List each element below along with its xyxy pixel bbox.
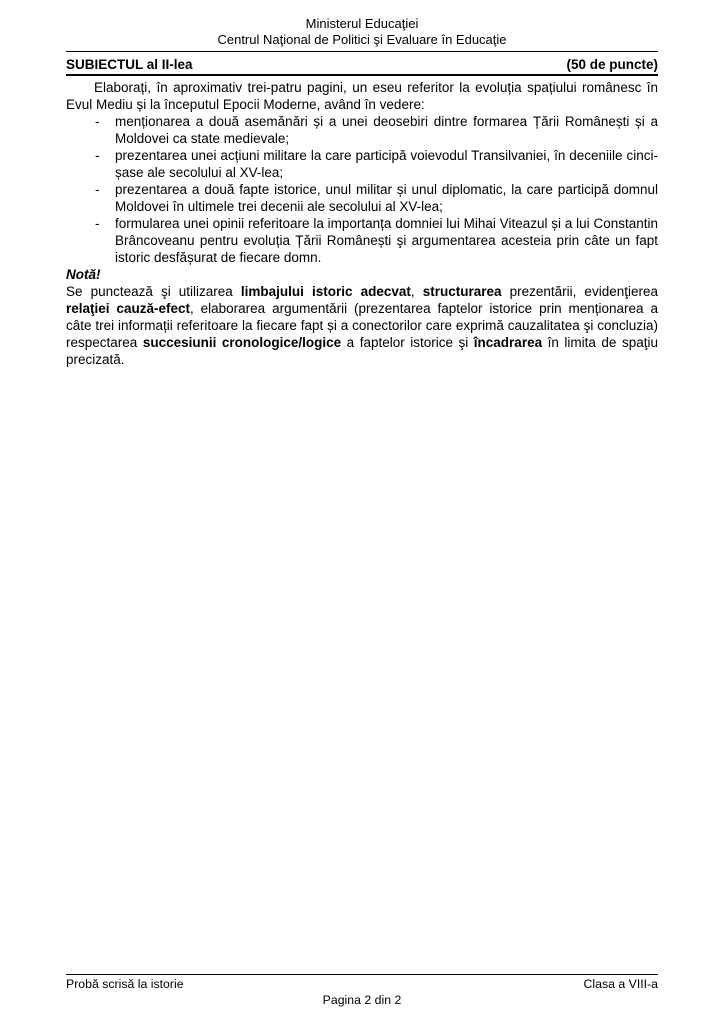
list-item-text: prezentarea unei acțiuni militare la care participă voievodul Transilvaniei, în deceniile cinci-șase ale secolului al XV-lea; [115,148,658,180]
nota-run: a faptelor istorice şi [341,335,474,350]
dash-marker: - [95,182,100,197]
dash-marker: - [95,148,100,163]
nota-run-bold: structurarea [422,284,502,299]
nota-heading: Notă! [66,267,101,282]
page-header [66,16,658,48]
list-item [66,215,658,266]
list-item [66,181,658,215]
list-item [66,113,658,147]
list-item-text: formularea unei opinii referitoare la importanța domniei lui Mihai Viteazul și a lui Constantin Brâncoveanu pentru evoluția Țării Românești şi argumentarea acesteia prin câte un fapt istoric desfășurat de fiecare domn. [115,216,658,265]
nota-run: Se punctează şi utilizarea [66,284,241,299]
footer-row [66,977,658,992]
header-ministry: Ministerul Educaţiei [305,16,419,31]
essay-requirements-list [66,113,658,266]
page-content [0,0,724,368]
dash-marker: - [95,216,100,231]
nota-run: prezentării, evidenţierea [501,284,658,299]
subject-points: (50 de puncte) [566,57,658,72]
nota-run-bold: succesiunii cronologice/logice [142,335,342,350]
list-item [66,147,658,181]
nota-run: în limita de spaţiu precizată. [66,335,658,367]
header-divider [66,51,658,52]
list-item-text: menționarea a două asemănări și a unei deosebiri dintre formarea Țării Românești și a Moldovei ca state medievale; [115,114,658,146]
nota-run-bold: relaţiei cauză-efect [66,301,190,316]
subject-title-row [66,56,658,76]
page-footer [66,974,658,1008]
nota-run: , [410,284,423,299]
nota-run: , elaborarea argumentării (prezentarea faptelor istorice prin menționarea a câte trei informații referitoare la fiecare fapt și a conectorilor care exprimă cauzalitatea şi concluzia) respectarea [66,301,658,350]
footer-exam-name: Probă scrisă la istorie [66,977,184,991]
footer-class: Clasa a VIII-a [583,977,658,991]
nota-run-bold: încadrarea [473,335,543,350]
subject-title: SUBIECTUL al II-lea [66,57,193,72]
footer-divider [66,974,658,975]
nota-paragraph [66,283,658,368]
essay-intro: Elaborați, în aproximativ trei-patru pagini, un eseu referitor la evoluția spațiului românesc în Evul Mediu și la începutul Epocii Moderne, având în vedere: [66,80,658,112]
footer-page-number: Pagina 2 din 2 [322,993,402,1007]
nota-run-bold: limbajului istoric adecvat [240,284,411,299]
list-item-text: prezentarea a două fapte istorice, unul militar și unul diplomatic, la care participă domnul Moldovei în ultimele trei decenii ale secolului al XV-lea; [115,182,658,214]
dash-marker: - [95,114,100,129]
header-center-name: Centrul Naţional de Politici şi Evaluare în Educaţie [217,32,507,47]
